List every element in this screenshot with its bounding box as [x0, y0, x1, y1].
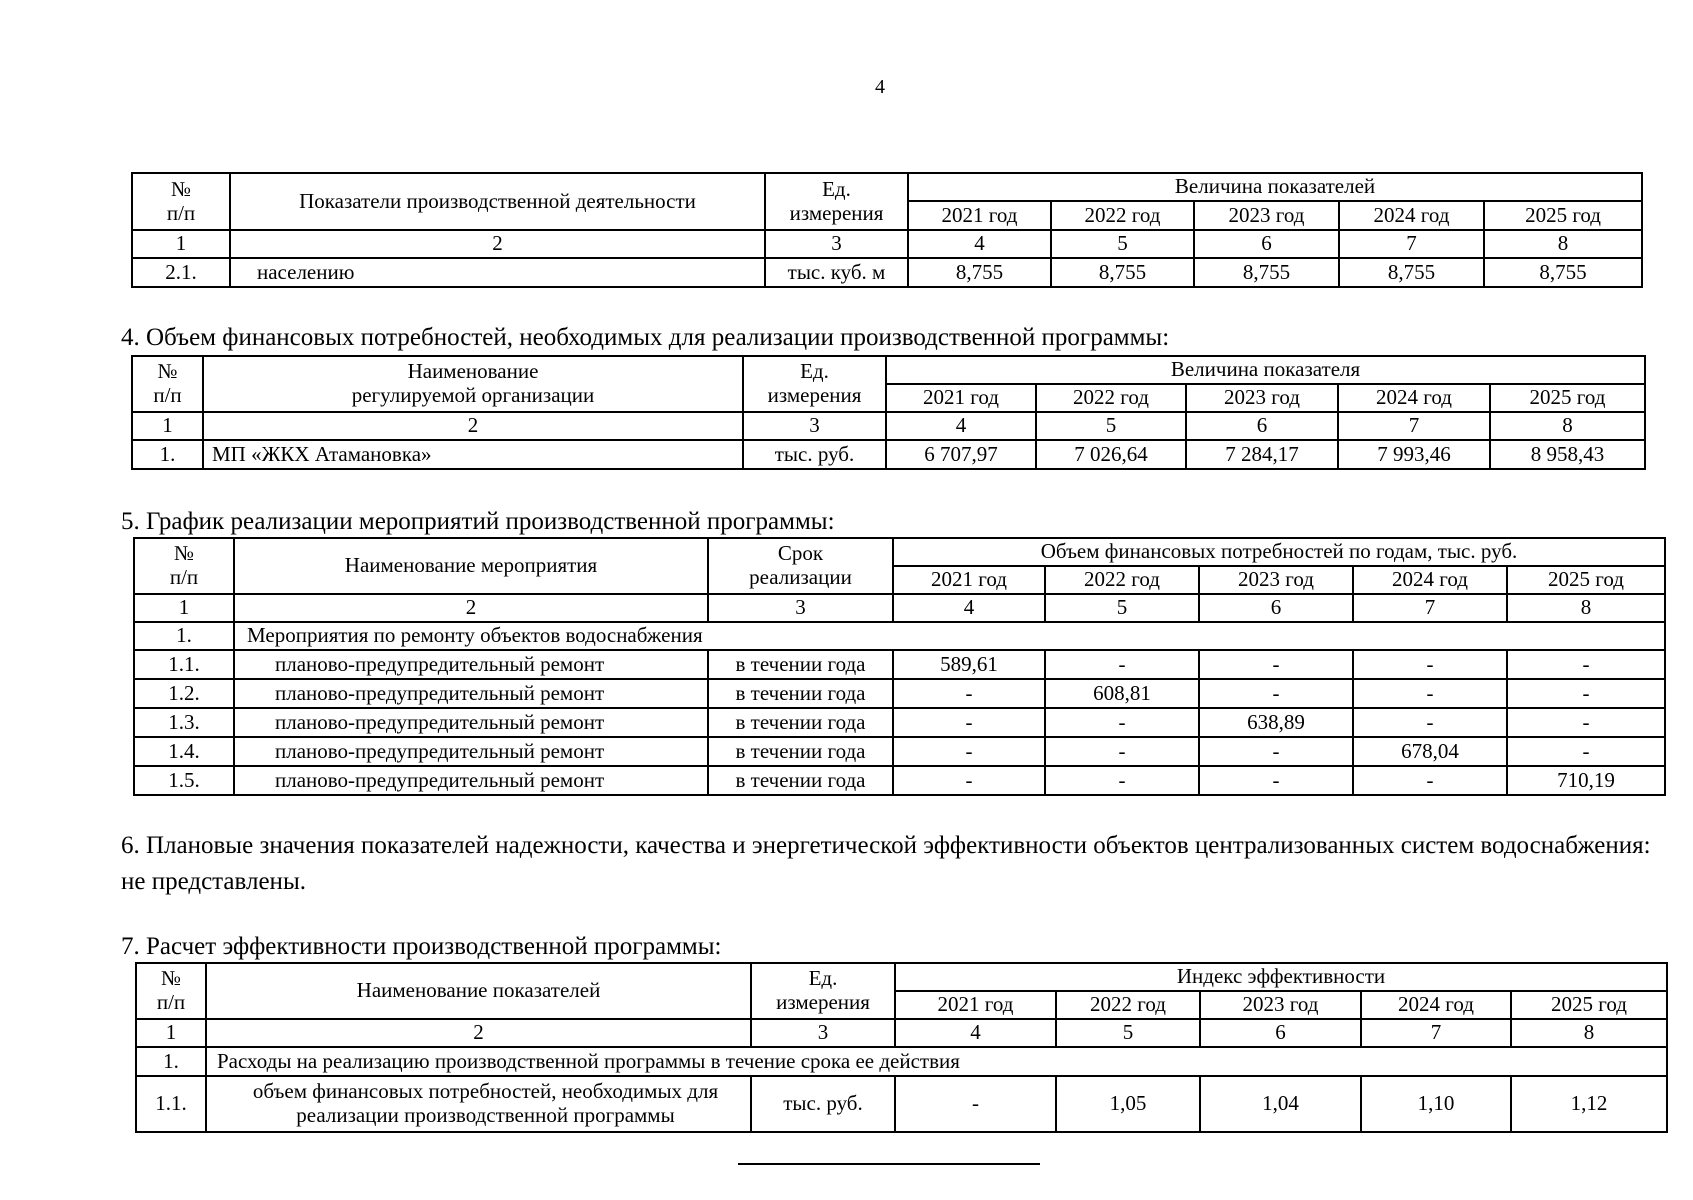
column-number: 3	[765, 230, 908, 258]
row-value: -	[1045, 708, 1199, 737]
row-value: -	[1199, 766, 1353, 795]
column-number: 4	[886, 412, 1036, 440]
row-value: 8,755	[1484, 258, 1642, 287]
column-number: 7	[1339, 230, 1484, 258]
row-value: 608,81	[1045, 679, 1199, 708]
header-year: 2024 год	[1353, 566, 1507, 594]
row-no: 1.2.	[134, 679, 234, 708]
page-number: 4	[875, 76, 885, 98]
row-name: населению	[230, 258, 765, 287]
row-value: 1,05	[1056, 1076, 1200, 1132]
row-value: 678,04	[1353, 737, 1507, 766]
group-row-name: Расходы на реализацию производственной программы в течение срока ее действия	[206, 1047, 1667, 1076]
header-year: 2024 год	[1361, 991, 1511, 1019]
row-value: -	[893, 737, 1045, 766]
row-term: в течении года	[708, 650, 893, 679]
row-value: -	[893, 679, 1045, 708]
group-row-name: Мероприятия по ремонту объектов водоснабжения	[234, 622, 1665, 650]
column-number: 1	[132, 412, 203, 440]
header-values-group: Величина показателей	[908, 173, 1642, 201]
column-number: 8	[1511, 1019, 1667, 1047]
bottom-divider	[738, 1163, 1040, 1165]
row-value: -	[1507, 679, 1665, 708]
column-number: 1	[132, 230, 230, 258]
production-indicators-table	[131, 172, 1643, 288]
row-unit: тыс. руб.	[743, 440, 886, 469]
header-year: 2025 год	[1511, 991, 1667, 1019]
header-year: 2022 год	[1036, 384, 1186, 412]
column-number: 5	[1045, 594, 1199, 622]
row-term: в течении года	[708, 737, 893, 766]
header-no: № п/п	[132, 356, 203, 412]
row-value: -	[1045, 737, 1199, 766]
header-no: № п/п	[136, 963, 206, 1019]
row-value: 8,755	[908, 258, 1051, 287]
column-number: 5	[1036, 412, 1186, 440]
row-value: 8,755	[1194, 258, 1339, 287]
column-number: 8	[1507, 594, 1665, 622]
column-number: 2	[203, 412, 743, 440]
column-number: 6	[1199, 594, 1353, 622]
header-no: № п/п	[132, 173, 230, 230]
table-row	[134, 766, 1665, 795]
column-number: 6	[1200, 1019, 1361, 1047]
row-value: -	[1507, 708, 1665, 737]
section-7-heading: 7. Расчет эффективности производственной программы:	[121, 933, 722, 960]
column-number: 2	[230, 230, 765, 258]
header-year: 2025 год	[1484, 201, 1642, 230]
row-name: планово-предупредительный ремонт	[234, 737, 708, 766]
column-number: 4	[893, 594, 1045, 622]
row-no: 2.1.	[132, 258, 230, 287]
row-unit: тыс. куб. м	[765, 258, 908, 287]
row-name: МП «ЖКХ Атамановка»	[203, 440, 743, 469]
row-value: -	[1199, 737, 1353, 766]
row-value: 8,755	[1339, 258, 1484, 287]
header-organization-name: Наименование регулируемой организации	[203, 356, 743, 412]
section-6-text: 6. Плановые значения показателей надежности, качества и энергетической эффективности объектов централизованных систем водоснабжения: не представлены.	[121, 832, 1651, 895]
table-row	[134, 737, 1665, 766]
row-value: -	[1353, 650, 1507, 679]
table-row	[134, 679, 1665, 708]
header-year: 2021 год	[893, 566, 1045, 594]
financial-needs-table	[131, 355, 1646, 470]
column-number: 8	[1484, 230, 1642, 258]
row-name: объем финансовых потребностей, необходимых для реализации производственной программы	[206, 1076, 751, 1132]
column-number: 2	[206, 1019, 751, 1047]
header-year: 2021 год	[908, 201, 1051, 230]
header-year: 2024 год	[1339, 201, 1484, 230]
row-value: 1,12	[1511, 1076, 1667, 1132]
row-value: -	[893, 766, 1045, 795]
row-name: планово-предупредительный ремонт	[234, 766, 708, 795]
row-value: 7 284,17	[1186, 440, 1338, 469]
column-number: 5	[1056, 1019, 1200, 1047]
row-no: 1.4.	[134, 737, 234, 766]
header-unit: Ед. измерения	[751, 963, 895, 1019]
section-5-heading: 5. График реализации мероприятий производственной программы:	[121, 508, 835, 535]
header-year: 2022 год	[1056, 991, 1200, 1019]
row-no: 1.	[132, 440, 203, 469]
activity-schedule-table	[133, 537, 1666, 796]
row-term: в течении года	[708, 708, 893, 737]
row-value: 710,19	[1507, 766, 1665, 795]
header-year: 2022 год	[1045, 566, 1199, 594]
table-row	[132, 258, 1642, 287]
header-year: 2024 год	[1338, 384, 1490, 412]
row-value: -	[1353, 679, 1507, 708]
header-year: 2023 год	[1186, 384, 1338, 412]
header-year: 2023 год	[1199, 566, 1353, 594]
header-term: Срок реализации	[708, 538, 893, 594]
row-value: -	[1045, 766, 1199, 795]
row-value: 1,10	[1361, 1076, 1511, 1132]
row-name: планово-предупредительный ремонт	[234, 650, 708, 679]
row-value: 8 958,43	[1490, 440, 1645, 469]
section-4-heading: 4. Объем финансовых потребностей, необходимых для реализации производственной программы:	[121, 324, 1170, 351]
row-value: -	[1045, 650, 1199, 679]
column-number: 7	[1353, 594, 1507, 622]
header-year: 2022 год	[1051, 201, 1194, 230]
column-number: 5	[1051, 230, 1194, 258]
row-term: в течении года	[708, 766, 893, 795]
header-indicator-name: Показатели производственной деятельности	[230, 173, 765, 230]
header-unit: Ед. измерения	[765, 173, 908, 230]
column-number: 8	[1490, 412, 1645, 440]
header-year: 2023 год	[1200, 991, 1361, 1019]
column-number: 7	[1338, 412, 1490, 440]
header-year: 2023 год	[1194, 201, 1339, 230]
column-number: 3	[708, 594, 893, 622]
header-no: № п/п	[134, 538, 234, 594]
header-indicator-name: Наименование показателей	[206, 963, 751, 1019]
row-value: -	[1507, 737, 1665, 766]
row-value: 7 026,64	[1036, 440, 1186, 469]
row-no: 1.1.	[134, 650, 234, 679]
row-value: -	[1507, 650, 1665, 679]
row-value: -	[1353, 766, 1507, 795]
column-number: 7	[1361, 1019, 1511, 1047]
row-name: планово-предупредительный ремонт	[234, 679, 708, 708]
table-row	[132, 440, 1645, 469]
column-number: 3	[751, 1019, 895, 1047]
column-number: 1	[136, 1019, 206, 1047]
column-number: 6	[1194, 230, 1339, 258]
header-year: 2021 год	[895, 991, 1056, 1019]
row-no: 1.1.	[136, 1076, 206, 1132]
row-value: -	[893, 708, 1045, 737]
header-values-group: Объем финансовых потребностей по годам, тыс. руб.	[893, 538, 1665, 566]
row-unit: тыс. руб.	[751, 1076, 895, 1132]
row-value: 6 707,97	[886, 440, 1036, 469]
efficiency-table	[135, 962, 1668, 1133]
row-value: 1,04	[1200, 1076, 1361, 1132]
table-row	[134, 708, 1665, 737]
column-number: 2	[234, 594, 708, 622]
row-name: планово-предупредительный ремонт	[234, 708, 708, 737]
row-term: в течении года	[708, 679, 893, 708]
row-no: 1.3.	[134, 708, 234, 737]
row-value: -	[1199, 679, 1353, 708]
column-number: 6	[1186, 412, 1338, 440]
header-values-group: Индекс эффективности	[895, 963, 1667, 991]
table-row	[134, 650, 1665, 679]
group-row	[136, 1047, 1667, 1076]
column-number: 3	[743, 412, 886, 440]
header-activity-name: Наименование мероприятия	[234, 538, 708, 594]
row-value: 589,61	[893, 650, 1045, 679]
column-number: 4	[895, 1019, 1056, 1047]
row-no: 1.	[136, 1047, 206, 1076]
header-unit: Ед. измерения	[743, 356, 886, 412]
row-value: 638,89	[1199, 708, 1353, 737]
row-value: 7 993,46	[1338, 440, 1490, 469]
column-number: 1	[134, 594, 234, 622]
row-value: -	[895, 1076, 1056, 1132]
row-value: -	[1353, 708, 1507, 737]
table-row	[136, 1076, 1667, 1132]
header-year: 2025 год	[1490, 384, 1645, 412]
header-year: 2021 год	[886, 384, 1036, 412]
row-no: 1.	[134, 622, 234, 650]
group-row	[134, 622, 1665, 650]
header-values-group: Величина показателя	[886, 356, 1645, 384]
row-value: -	[1199, 650, 1353, 679]
column-number: 4	[908, 230, 1051, 258]
row-value: 8,755	[1051, 258, 1194, 287]
row-no: 1.5.	[134, 766, 234, 795]
header-year: 2025 год	[1507, 566, 1665, 594]
